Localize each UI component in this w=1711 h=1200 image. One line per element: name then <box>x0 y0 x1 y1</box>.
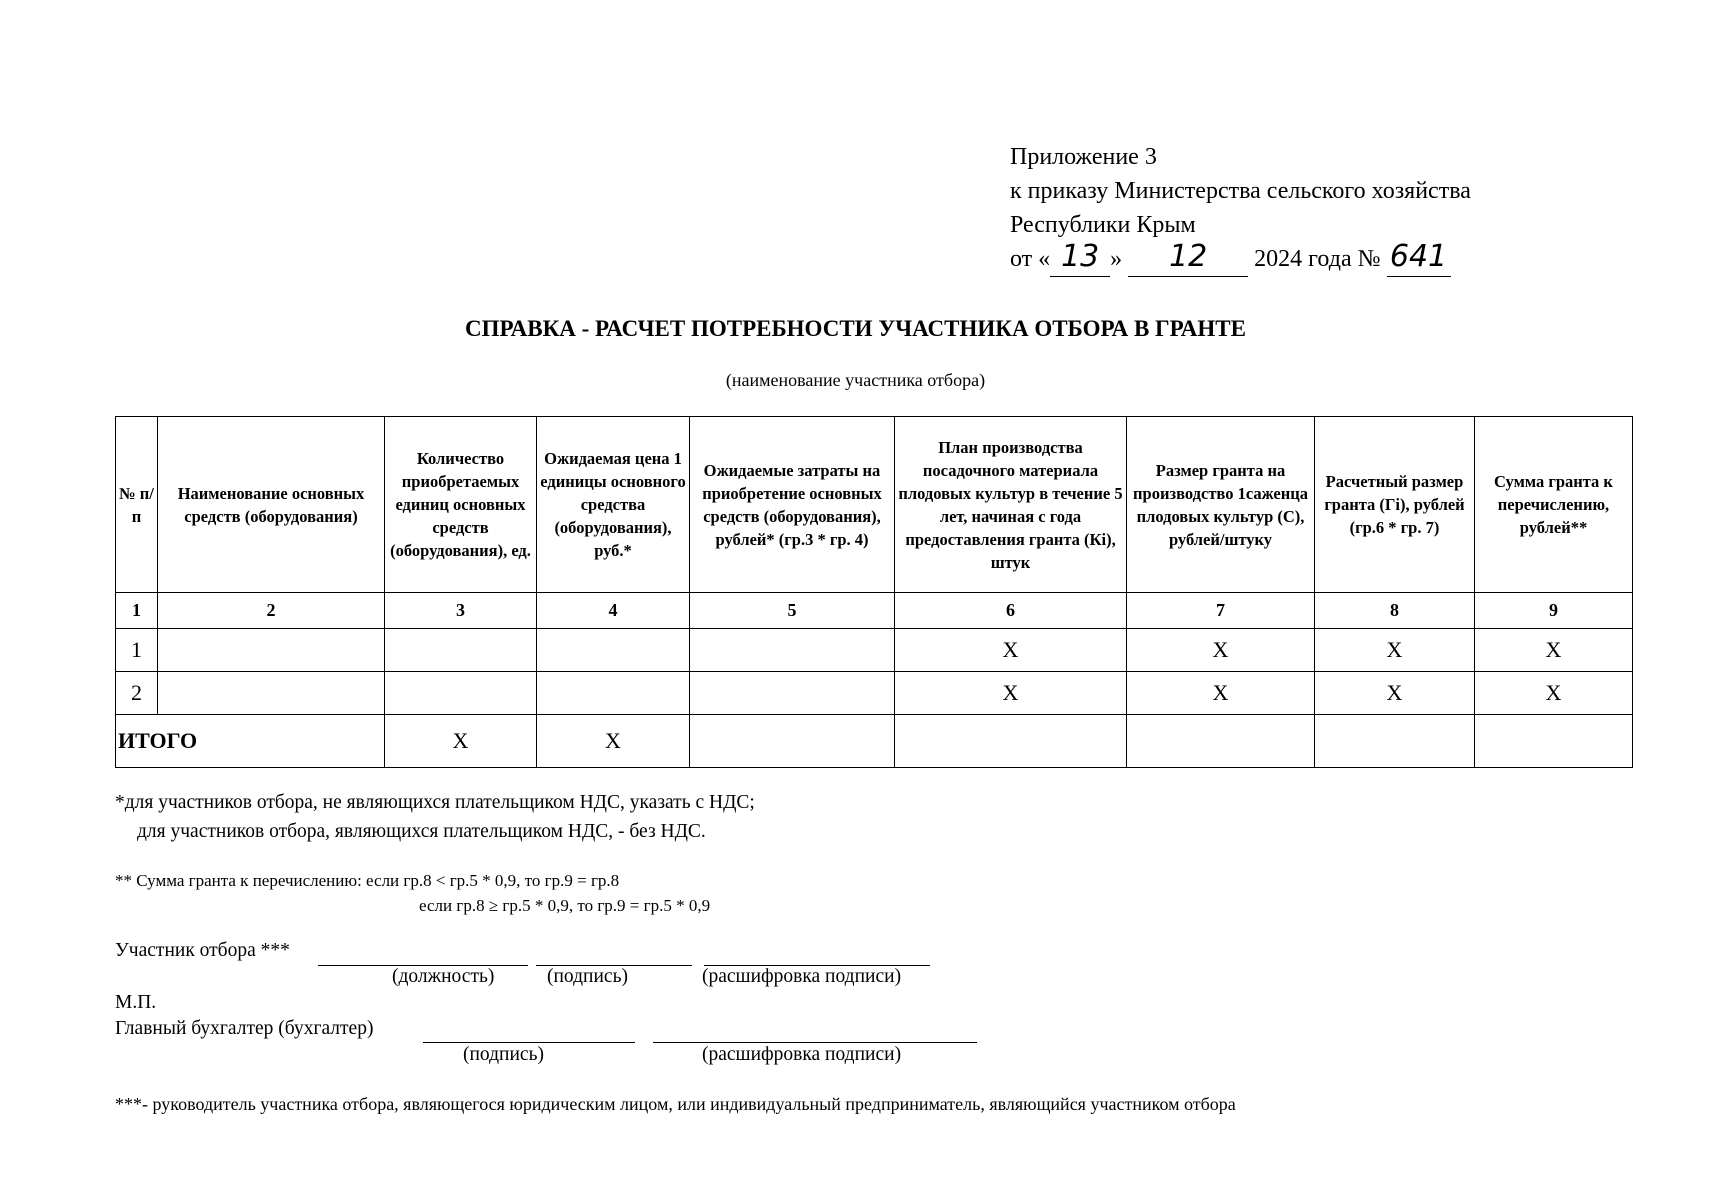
total-label: ИТОГО <box>116 715 385 768</box>
formula-line-1: ** Сумма гранта к перечислению: если гр.8 < гр.5 * 0,9, то гр.9 = гр.8 <box>115 871 620 890</box>
footnote: ***- руководитель участника отбора, являющегося юридическим лицом, или индивидуальный предприниматель, являющийся участником отбора <box>115 1094 1236 1114</box>
order-date-line <box>1010 239 1471 277</box>
header-cell: Размер гранта на производство 1саженца плодовых культур (С), рублей/штуку <box>1127 417 1315 593</box>
formula-line-2: если гр.8 ≥ гр.5 * 0,9, то гр.9 = гр.5 * 0,9 <box>419 896 711 915</box>
header-cell: Расчетный размер гранта (Гi), рублей (гр.6 * гр. 7) <box>1315 417 1475 593</box>
stamp-label: М.П. <box>115 992 157 1013</box>
caption-decoding: (расшифровка подписи) <box>702 966 902 987</box>
total-cell <box>895 715 1127 768</box>
order-number-field <box>1387 239 1451 277</box>
total-cell: X <box>537 715 690 768</box>
accountant-decoding-line <box>653 1041 977 1043</box>
appendix-block <box>1010 140 1471 277</box>
order-month-field <box>1128 239 1248 277</box>
table-cell: X <box>1127 629 1315 672</box>
accountant-signature-line <box>423 1041 635 1043</box>
column-number: 6 <box>895 593 1127 629</box>
table-row <box>116 629 1633 672</box>
header-cell: Ожидаемые затраты на приобретение основных средств (оборудования), рублей* (гр.3 * гр. 4) <box>690 417 895 593</box>
table-cell: X <box>1475 629 1633 672</box>
vat-note <box>115 788 755 846</box>
column-number-row <box>116 593 1633 629</box>
caption-signature: (подпись) <box>547 966 628 987</box>
table-cell: X <box>1315 672 1475 715</box>
column-number: 3 <box>385 593 537 629</box>
calculation-table <box>115 416 1633 768</box>
table-cell <box>158 672 385 715</box>
document-title: СПРАВКА - РАСЧЕТ ПОТРЕБНОСТИ УЧАСТНИКА ОТБОРА В ГРАНТЕ <box>465 316 1246 341</box>
total-cell: X <box>385 715 537 768</box>
total-cell <box>1315 715 1475 768</box>
column-number: 5 <box>690 593 895 629</box>
table-cell: X <box>1475 672 1633 715</box>
participant-name-caption: (наименование участника отбора) <box>725 370 986 390</box>
header-cell: Количество приобретаемых единиц основных средств (оборудования), ед. <box>385 417 537 593</box>
table-cell <box>385 672 537 715</box>
header-cell: План производства посадочного материала плодовых культур в течение 5 лет, начиная с года предоставления гранта (Кi), штук <box>895 417 1127 593</box>
order-month-handwritten: 12 <box>1169 239 1208 274</box>
order-day-field <box>1050 239 1110 277</box>
table-cell: 1 <box>116 629 158 672</box>
table-cell <box>690 629 895 672</box>
appendix-line-2: к приказу Министерства сельского хозяйства <box>1010 178 1471 204</box>
column-number: 1 <box>116 593 158 629</box>
header-cell: № п/п <box>116 417 158 593</box>
accountant-label: Главный бухгалтер (бухгалтер) <box>115 1018 374 1039</box>
table-cell: X <box>1315 629 1475 672</box>
column-number: 2 <box>158 593 385 629</box>
total-row <box>116 715 1633 768</box>
header-cell: Ожидаемая цена 1 единицы основного средства (оборудования), руб.* <box>537 417 690 593</box>
order-day-handwritten: 13 <box>1061 239 1100 274</box>
table-cell <box>690 672 895 715</box>
date-prefix: от « <box>1010 246 1051 272</box>
caption-position: (должность) <box>392 966 495 987</box>
column-number: 7 <box>1127 593 1315 629</box>
order-number-handwritten: 641 <box>1389 239 1448 274</box>
table-cell: X <box>1127 672 1315 715</box>
table-cell <box>537 672 690 715</box>
appendix-line-3: Республики Крым <box>1010 212 1196 238</box>
table-cell <box>537 629 690 672</box>
grant-formula-note <box>115 868 710 918</box>
total-cell <box>1127 715 1315 768</box>
appendix-line-1: Приложение 3 <box>1010 144 1157 170</box>
table-cell <box>158 629 385 672</box>
participant-label: Участник отбора *** <box>115 940 290 961</box>
table-cell: X <box>895 672 1127 715</box>
total-cell <box>1475 715 1633 768</box>
header-row <box>116 417 1633 593</box>
table-cell: X <box>895 629 1127 672</box>
column-number: 4 <box>537 593 690 629</box>
header-cell: Наименование основных средств (оборудования) <box>158 417 385 593</box>
caption-signature-2: (подпись) <box>463 1044 544 1065</box>
date-mid: » <box>1110 246 1123 272</box>
order-year-text: 2024 года № <box>1254 246 1381 272</box>
table-row <box>116 672 1633 715</box>
column-number: 8 <box>1315 593 1475 629</box>
vat-note-line-1: *для участников отбора, не являющихся плательщиком НДС, указать с НДС; <box>115 792 755 813</box>
table-cell: 2 <box>116 672 158 715</box>
caption-decoding-2: (расшифровка подписи) <box>702 1044 902 1065</box>
header-cell: Сумма гранта к перечислению, рублей** <box>1475 417 1633 593</box>
vat-note-line-2: для участников отбора, являющихся плательщиком НДС, - без НДС. <box>137 821 706 842</box>
column-number: 9 <box>1475 593 1633 629</box>
total-cell <box>690 715 895 768</box>
table-cell <box>385 629 537 672</box>
